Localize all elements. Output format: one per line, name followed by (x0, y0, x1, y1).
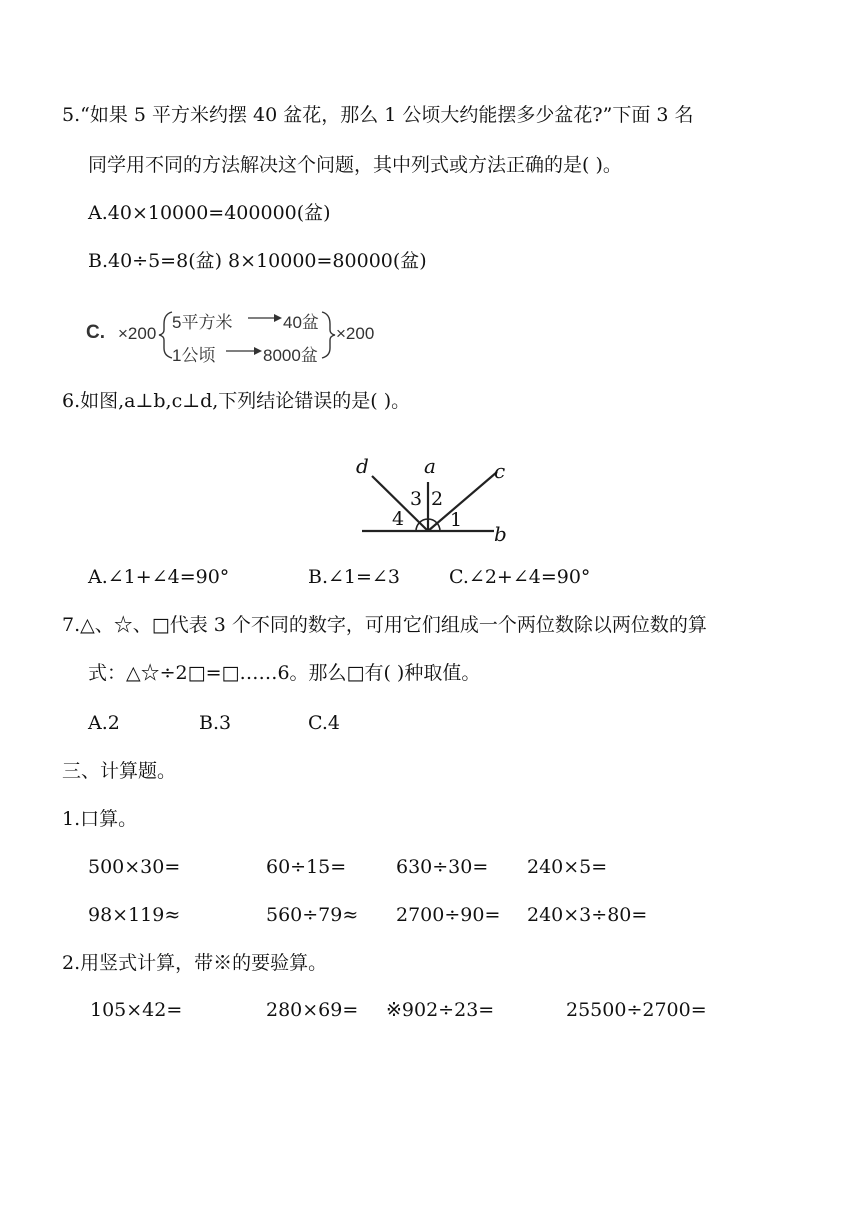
q7-option-c: C.4 (308, 712, 340, 734)
q5-line1: 5.“如果 5 平方米约摆 40 盆花，那么 1 公顷大约能摆多少盆花?”下面 3 名 (62, 104, 694, 126)
label-c: c (494, 459, 506, 483)
section3-title: 三、计算题。 (62, 760, 177, 782)
problem: 240×3÷80= (527, 904, 648, 926)
problem: 25500÷2700= (566, 999, 707, 1021)
top-to: 40盆 (283, 313, 319, 332)
angle-label-1: 1 (450, 509, 463, 531)
angle-label-3: 3 (410, 488, 423, 510)
label-a: a (424, 454, 436, 478)
problem: 630÷30= (396, 856, 489, 878)
bottom-arrow-head-icon (254, 347, 262, 355)
q5-option-c-diagram (86, 304, 386, 366)
problem: 560÷79≈ (266, 904, 359, 926)
section3-sub1: 1.口算。 (62, 808, 138, 830)
problem: 105×42= (90, 999, 183, 1021)
angle-label-4: 4 (392, 508, 405, 530)
q5-option-a: A.40×10000=400000(盆) (88, 202, 331, 224)
problem: 2700÷90= (396, 904, 501, 926)
q6-stem: 6.如图,a⊥b,c⊥d,下列结论错误的是( )。 (62, 390, 411, 412)
q6-option-b: B.∠1=∠3 (308, 566, 400, 588)
problem: 98×119≈ (88, 904, 181, 926)
problem: 500×30= (88, 856, 181, 878)
problem: ※902÷23= (386, 999, 495, 1021)
q6-option-c: C.∠2+∠4=90° (449, 566, 591, 588)
angle-label-2: 2 (431, 488, 444, 510)
q6-angle-figure (350, 454, 520, 550)
q6-option-a: A.∠1+∠4=90° (88, 566, 230, 588)
q5-line2: 同学用不同的方法解决这个问题，其中列式或方法正确的是( )。 (88, 154, 622, 176)
top-arrow-head-icon (274, 314, 282, 322)
right-brace (322, 312, 335, 358)
right-multiplier: ×200 (336, 324, 375, 343)
q7-line2: 式：△☆÷2□=□……6。那么□有( )种取值。 (88, 662, 481, 684)
q7-option-b: B.3 (199, 712, 232, 734)
problem: 280×69= (266, 999, 359, 1021)
q5-option-c-label: C. (86, 322, 105, 343)
q7-option-a: A.2 (88, 712, 120, 734)
q5-option-b: B.40÷5=8(盆) 8×10000=80000(盆) (88, 250, 427, 272)
label-d: d (356, 454, 369, 478)
left-multiplier: ×200 (118, 324, 157, 343)
problem: 240×5= (527, 856, 608, 878)
left-brace (159, 312, 172, 358)
bottom-to: 8000盆 (263, 346, 318, 365)
section3-sub2: 2.用竖式计算，带※的要验算。 (62, 952, 328, 974)
problem: 60÷15= (266, 856, 347, 878)
q7-line1: 7.△、☆、□代表 3 个不同的数字，可用它们组成一个两位数除以两位数的算 (62, 614, 707, 636)
bottom-from: 1公顷 (172, 346, 216, 365)
label-b: b (494, 522, 507, 546)
top-from: 5平方米 (172, 313, 233, 332)
